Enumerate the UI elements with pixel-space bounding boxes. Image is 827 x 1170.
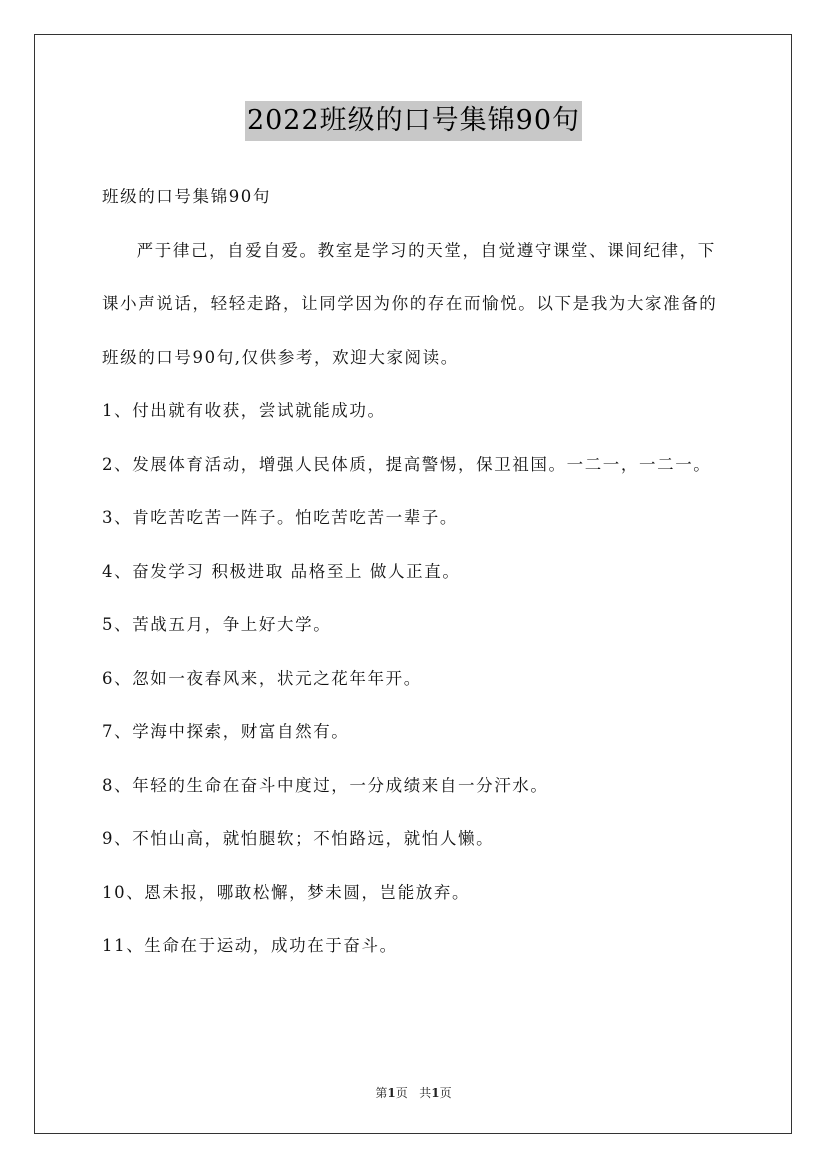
footer-page-number: 1 [387, 1086, 396, 1100]
footer-suffix: 页 [439, 1086, 452, 1100]
list-item-8: 8、年轻的生命在奋斗中度过，一分成绩来自一分汗水。 [102, 775, 549, 795]
list-item-3: 3、肯吃苦吃苦一阵子。怕吃苦吃苦一辈子。 [102, 508, 458, 527]
document-subtitle: 班级的口号集锦90句 [102, 187, 271, 206]
intro-paragraph: 严于律己，自爱自爱。教室是学习的天堂，自觉遵守课堂、课间纪律，下课小声说话，轻轻走路，让同学因为你的存在而愉悦。以下是我为大家准备的班级的口号90句,仅供参考，欢迎大家阅读。 [102, 240, 718, 367]
list-item-10: 10、恩未报，哪敢松懈，梦未圆，岂能放弃。 [102, 882, 471, 902]
list-item-4: 4、奋发学习 积极进取 品格至上 做人正直。 [102, 561, 461, 581]
list-item-1: 1、付出就有收获，尝试就能成功。 [102, 401, 386, 420]
title-wrap [0, 101, 827, 141]
footer-total-pages: 1 [431, 1086, 440, 1100]
list-item-6: 6、忽如一夜春风来，状元之花年年开。 [102, 668, 422, 688]
list-item-11: 11、生命在于运动，成功在于奋斗。 [102, 936, 398, 955]
document-body [102, 170, 726, 973]
footer-prefix: 第 [375, 1086, 388, 1100]
page-footer [0, 1084, 827, 1101]
list-item-5: 5、苦战五月，争上好大学。 [102, 615, 332, 634]
document-title: 2022班级的口号集锦90句 [245, 101, 582, 141]
list-item-7: 7、学海中探索，财富自然有。 [102, 722, 350, 741]
footer-mid: 页 共 [395, 1086, 432, 1100]
list-item-2: 2、发展体育活动，增强人民体质，提高警惕，保卫祖国。一二一，一二一。 [102, 454, 712, 474]
list-item-9: 9、不怕山高，就怕腿软；不怕路远，就怕人懒。 [102, 829, 495, 848]
